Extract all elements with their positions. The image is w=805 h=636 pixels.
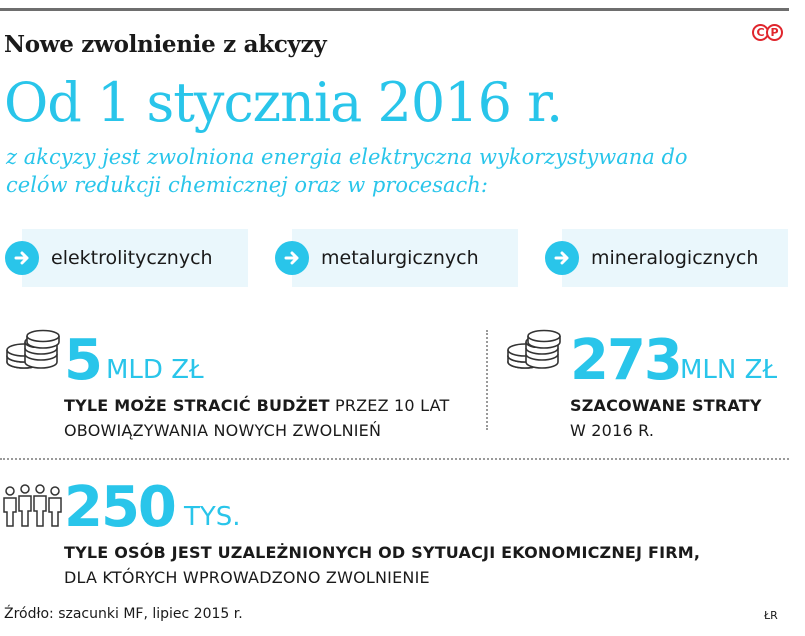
budget-desc-bold: TYLE MOŻE STRACIĆ BUDŻET xyxy=(64,396,330,415)
losses-unit: MLN ZŁ xyxy=(680,355,778,385)
people-desc-line2: DLA KTÓRYCH WPROWADZONO ZWOLNIENIE xyxy=(64,568,430,587)
section-title: Nowe zwolnienie z akcyzy xyxy=(4,31,327,58)
top-rule xyxy=(0,8,789,11)
subtitle: z akcyzy jest zwolniona energia elektryczna wykorzystywana do celów redukcji chemicznej oraz w procesach: xyxy=(6,145,688,197)
losses-number: 273 xyxy=(570,328,681,393)
people-number: 250 xyxy=(64,475,175,540)
author-initials: ŁR xyxy=(764,609,778,622)
losses-description xyxy=(570,393,785,443)
process-item xyxy=(22,229,248,287)
headline: Od 1 stycznia 2016 r. xyxy=(4,71,563,134)
process-item xyxy=(292,229,518,287)
people-icon xyxy=(2,482,64,528)
budget-desc-line2: OBOWIĄZYWANIA NOWYCH ZWOLNIEŃ xyxy=(64,421,382,440)
process-label: elektrolitycznych xyxy=(51,247,213,269)
cp-logo xyxy=(752,24,780,41)
horizontal-divider xyxy=(0,458,789,460)
arrow-right-icon xyxy=(545,241,579,275)
vertical-divider xyxy=(486,330,488,430)
budget-number: 5 xyxy=(64,328,101,393)
arrow-right-icon xyxy=(275,241,309,275)
coins-icon xyxy=(4,328,62,372)
losses-desc-line2: W 2016 R. xyxy=(570,421,655,440)
people-desc-bold: TYLE OSÓB JEST UZALEŻNIONYCH OD SYTUACJI EKONOMICZNEJ FIRM, xyxy=(64,543,701,562)
losses-desc-bold: SZACOWANE STRATY xyxy=(570,396,762,415)
logo-letter-c: C xyxy=(752,24,769,41)
logo-letter-p: P xyxy=(766,24,783,41)
people-unit: TYS. xyxy=(184,502,241,532)
budget-desc-rest: PRZEZ 10 LAT xyxy=(329,396,450,415)
budget-description xyxy=(64,393,484,443)
process-label: metalurgicznych xyxy=(321,247,479,269)
process-label: mineralogicznych xyxy=(591,247,759,269)
source-note: Źródło: szacunki MF, lipiec 2015 r. xyxy=(4,606,243,622)
arrow-right-icon xyxy=(5,241,39,275)
coins-icon xyxy=(505,328,563,372)
people-description xyxy=(64,540,789,590)
process-item xyxy=(562,229,788,287)
budget-unit: MLD ZŁ xyxy=(106,355,204,385)
